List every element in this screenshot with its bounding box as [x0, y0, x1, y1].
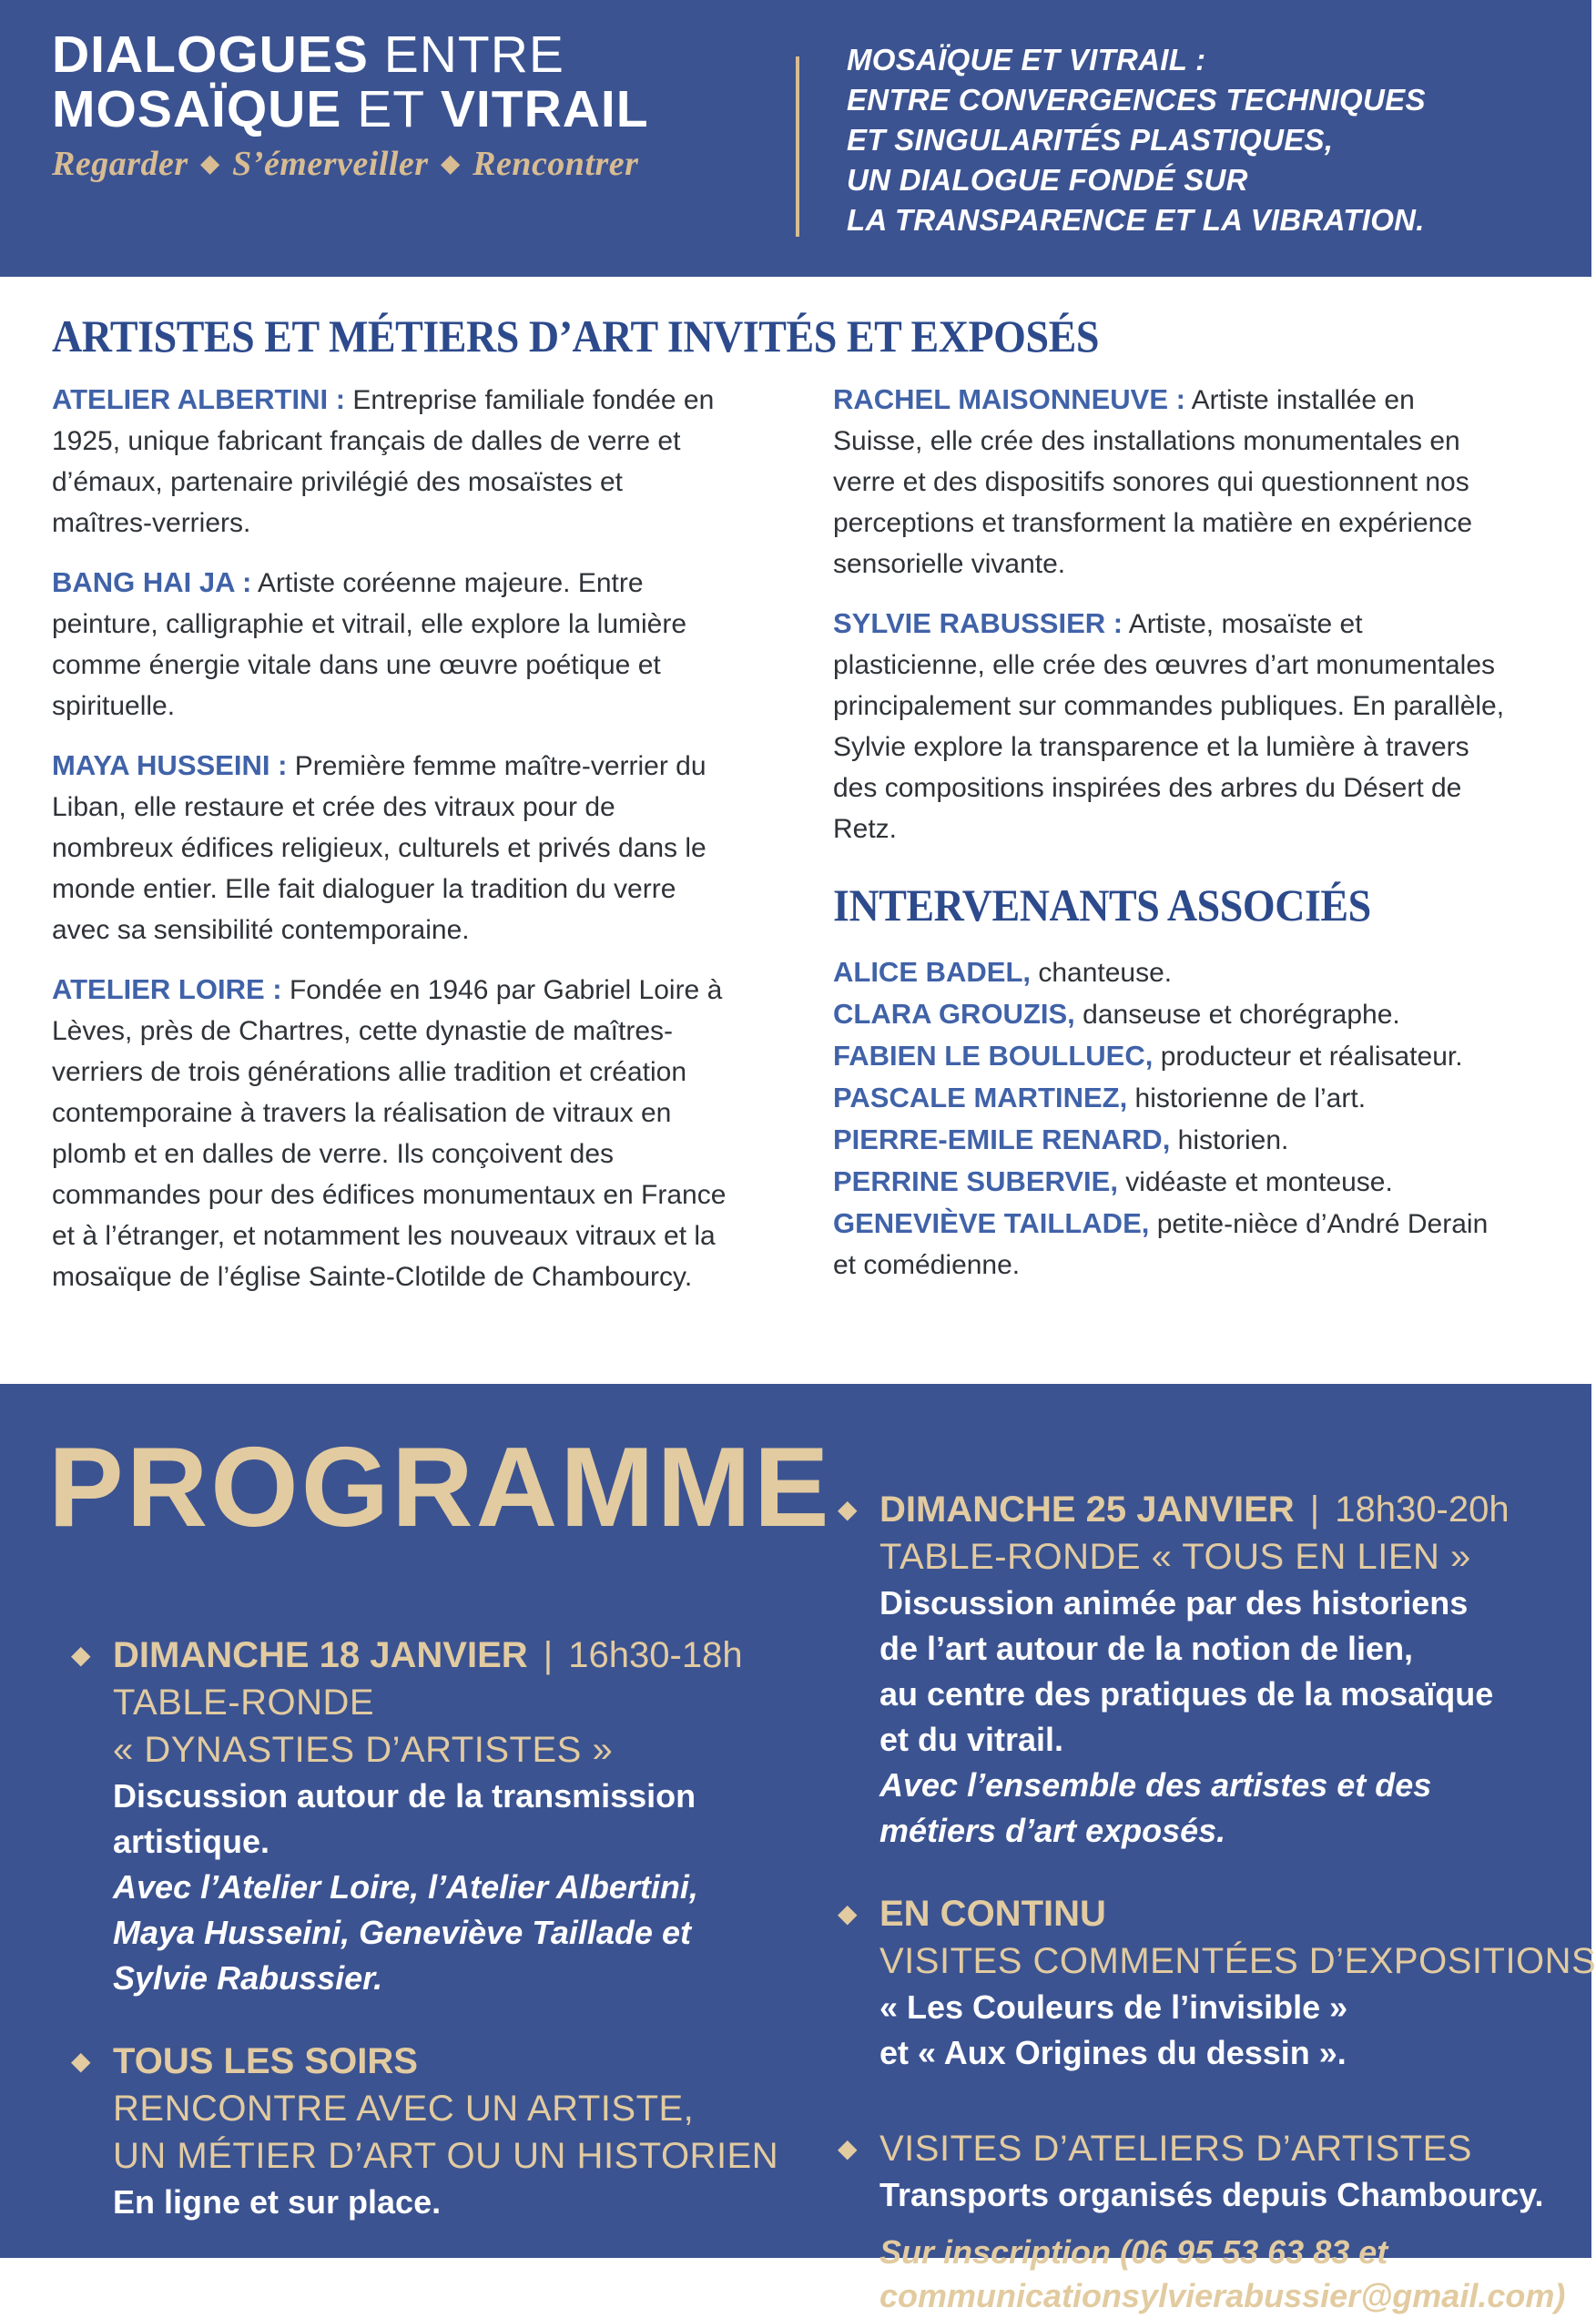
- person-role: danseuse et chorégraphe.: [1083, 1000, 1400, 1030]
- artist-entry-atelier-loire: [52, 969, 730, 1297]
- tagline-word-rencontrer: Rencontrer: [473, 145, 639, 183]
- artist-name: ATELIER LOIRE :: [52, 973, 282, 1005]
- person-entry: [833, 951, 1511, 993]
- intro-line: UN DIALOGUE FONDÉ SUR: [847, 163, 1248, 197]
- programme-subtitle: RENCONTRE AVEC UN ARTISTE,: [113, 2089, 695, 2129]
- programme-body-line: En ligne et sur place.: [113, 2183, 442, 2221]
- intervenants-heading: INTERVENANTS ASSOCIÉS: [833, 879, 1371, 930]
- person-entry: [833, 993, 1511, 1035]
- person-name: ALICE BADEL,: [833, 956, 1031, 988]
- diamond-bullet-icon: ◆: [71, 1641, 91, 1669]
- programme-credit-line: Sylvie Rabussier.: [113, 1959, 383, 1997]
- artist-description: Entreprise familiale fondée en 1925, unique fabricant français de dalles de verre et d’émaux, partenaire privilégié des mosaïstes et maîtres-verriers.: [52, 385, 715, 538]
- programme-time: 16h30-18h: [568, 1635, 743, 1675]
- intro-line: LA TRANSPARENCE ET LA VIBRATION.: [847, 203, 1425, 237]
- artist-description: Artiste coréenne majeure. Entre peinture, calligraphie et vitrail, elle explore la lumière comme énergie vitale dans une œuvre poétique et spirituelle.: [52, 568, 687, 721]
- programme-item-heading: [113, 2038, 799, 2085]
- inscription-email-line: communicationsylvierabussier@gmail.com): [879, 2277, 1566, 2314]
- programme-item-heading: [113, 1632, 799, 1679]
- programme-band: [0, 1384, 1596, 2314]
- programme-subtitle: « DYNASTIES D’ARTISTES »: [113, 1730, 614, 1770]
- artist-name: RACHEL MAISONNEUVE :: [833, 383, 1185, 415]
- person-name: PASCALE MARTINEZ,: [833, 1082, 1128, 1113]
- artist-name: BANG HAI JA :: [52, 566, 252, 598]
- programme-item-tous-les-soirs: [71, 2038, 799, 2225]
- brand-word-et: ET: [357, 80, 426, 138]
- programme-date: TOUS LES SOIRS: [113, 2041, 418, 2081]
- intro-line: MOSAÏQUE ET VITRAIL :: [847, 43, 1206, 76]
- artist-entry-albertini: [52, 379, 730, 544]
- tagline-word-regarder: Regarder: [52, 145, 188, 183]
- programme-credit-line: Avec l’ensemble des artistes et des: [879, 1766, 1432, 1804]
- brand-line-1: [52, 27, 649, 82]
- person-name: PIERRE-EMILE RENARD,: [833, 1123, 1171, 1155]
- diamond-icon: ◆: [200, 149, 220, 177]
- diamond-bullet-icon: ◆: [71, 2047, 91, 2075]
- pipe-separator: |: [1309, 1489, 1320, 1530]
- header-band: [0, 0, 1591, 277]
- person-name: PERRINE SUBERVIE,: [833, 1165, 1118, 1197]
- programme-right-column: [838, 1486, 1596, 2318]
- programme-credit-line: Maya Husseini, Geneviève Taillade et: [113, 1914, 691, 1951]
- brand-line-2: [52, 82, 649, 137]
- programme-body-line: au centre des pratiques de la mosaïque: [879, 1675, 1494, 1713]
- programme-credit-line: Avec l’Atelier Loire, l’Atelier Albertini,: [113, 1868, 698, 1906]
- person-entry: [833, 1119, 1511, 1161]
- artist-name: ATELIER ALBERTINI :: [52, 383, 346, 415]
- inscription-phone-line: Sur inscription (06 95 53 63 83 et: [879, 2233, 1388, 2271]
- intro-line: ENTRE CONVERGENCES TECHNIQUES: [847, 83, 1426, 117]
- person-entry: [833, 1035, 1511, 1077]
- artists-right-column: [833, 379, 1511, 1286]
- programme-subtitle: UN MÉTIER D’ART OU UN HISTORIEN: [113, 2136, 779, 2176]
- programme-date: EN CONTINU: [879, 1894, 1106, 1934]
- diamond-bullet-icon: ◆: [838, 2134, 858, 2162]
- programme-subtitle: VISITES D’ATELIERS D’ARTISTES: [879, 2129, 1472, 2169]
- diamond-icon: ◆: [441, 149, 461, 177]
- header-divider: [796, 56, 799, 237]
- artist-entry-sylvie-rabussier: [833, 603, 1511, 849]
- person-entry: [833, 1077, 1511, 1119]
- programme-body-line: et « Aux Origines du dessin ».: [879, 2034, 1347, 2071]
- pipe-separator: |: [543, 1635, 554, 1675]
- programme-body-line: Discussion animée par des historiens: [879, 1584, 1469, 1622]
- person-name: GENEVIÈVE TAILLADE,: [833, 1207, 1150, 1239]
- diamond-bullet-icon: ◆: [838, 1899, 858, 1927]
- programme-body-line: Transports organisés depuis Chambourcy.: [879, 2176, 1544, 2213]
- programme-body-line: et du vitrail.: [879, 1721, 1064, 1758]
- person-role: vidéaste et monteuse.: [1125, 1167, 1393, 1197]
- programme-item-heading: [879, 1486, 1577, 1533]
- person-role: chanteuse.: [1038, 958, 1173, 988]
- brand-word-entre: ENTRE: [383, 25, 564, 84]
- programme-left-column: [71, 1632, 799, 2225]
- programme-date: DIMANCHE 18 JANVIER: [113, 1635, 528, 1675]
- programme-subtitle: VISITES COMMENTÉES D’EXPOSITIONS: [879, 1941, 1596, 1981]
- artists-heading: ARTISTES ET MÉTIERS D’ART INVITÉS ET EXPOSÉS: [52, 310, 1099, 361]
- tagline: [52, 144, 649, 184]
- programme-body-line: Discussion autour de la transmission: [113, 1777, 696, 1815]
- programme-item-visites-ateliers: [838, 2125, 1577, 2318]
- artist-description: Artiste installée en Suisse, elle crée des installations monumentales en verre et des dispositifs sonores qui questionnent nos perceptions et transforment la matière en expérience sensorielle vivante.: [833, 385, 1473, 579]
- programme-subtitle: TABLE-RONDE « TOUS EN LIEN »: [879, 1537, 1471, 1577]
- brand-word-mosaique: MOSAÏQUE: [52, 80, 342, 138]
- programme-subtitle: TABLE-RONDE: [113, 1683, 375, 1723]
- programme-item-heading: [879, 1890, 1577, 1937]
- person-role: historien.: [1177, 1125, 1289, 1155]
- person-role: producteur et réalisateur.: [1160, 1042, 1463, 1072]
- person-name: FABIEN LE BOULLUEC,: [833, 1040, 1154, 1072]
- programme-body-line: de l’art autour de la notion de lien,: [879, 1630, 1414, 1667]
- programme-item-dimanche-18: [71, 1632, 799, 2001]
- artist-name: MAYA HUSSEINI :: [52, 749, 288, 781]
- programme-credit-line: métiers d’art exposés.: [879, 1812, 1226, 1849]
- artist-entry-bang-hai-ja: [52, 562, 730, 727]
- brand-word-dialogues: DIALOGUES: [52, 25, 369, 84]
- person-name: CLARA GROUZIS,: [833, 998, 1075, 1030]
- programme-inscription-line: [879, 2231, 1577, 2318]
- programme-item-en-continu: [838, 1890, 1596, 2076]
- artist-entry-rachel-maisonneuve: [833, 379, 1511, 585]
- artists-left-column: [52, 379, 730, 1316]
- artist-name: SYLVIE RABUSSIER :: [833, 607, 1123, 639]
- person-role: petite-nièce d’André Derain et comédienne.: [833, 1209, 1489, 1280]
- programme-item-dimanche-25: [838, 1486, 1577, 1854]
- intro-line: ET SINGULARITÉS PLASTIQUES,: [847, 123, 1334, 157]
- artist-description: Fondée en 1946 par Gabriel Loire à Lèves, près de Chartres, cette dynastie de maîtres-verriers de trois générations allie tradition et création contemporaine à travers la réalisation de vitraux en plomb et en dalles de verre. Ils conçoivent des commandes pour des édifices monumentaux en France et à l’étranger, et notamment les nouveaux vitraux et la mosaïque de l’église Sainte-Clotilde de Chambourcy.: [52, 975, 727, 1292]
- person-entry: [833, 1161, 1511, 1203]
- programme-time: 18h30-20h: [1335, 1489, 1510, 1530]
- person-entry: [833, 1203, 1511, 1286]
- programme-body-line: « Les Couleurs de l’invisible »: [879, 1988, 1348, 2026]
- artists-section: [0, 277, 1591, 1384]
- brand-word-vitrail: VITRAIL: [440, 80, 649, 138]
- intro-text: [847, 40, 1426, 240]
- programme-title: PROGRAMME: [48, 1425, 832, 1550]
- person-role: historienne de l’art.: [1134, 1083, 1367, 1113]
- artist-entry-maya-husseini: [52, 745, 730, 951]
- artist-description: Artiste, mosaïste et plasticienne, elle crée des œuvres d’art monumentales principalement sur commandes publiques. En parallèle, Sylvie explore la transparence et la lumière à travers des compositions inspirées des arbres du Désert de Retz.: [833, 609, 1505, 844]
- artist-description: Première femme maître-verrier du Liban, elle restaure et crée des vitraux pour de nombreux édifices religieux, culturels et privés dans le monde entier. Elle fait dialoguer la tradition du verre avec sa sensibilité contemporaine.: [52, 751, 707, 945]
- diamond-bullet-icon: ◆: [838, 1495, 858, 1523]
- tagline-word-semerveiller: S’émerveiller: [232, 145, 429, 183]
- brand-block: [52, 27, 649, 184]
- programme-body-line: artistique.: [113, 1823, 270, 1860]
- programme-date: DIMANCHE 25 JANVIER: [879, 1489, 1295, 1530]
